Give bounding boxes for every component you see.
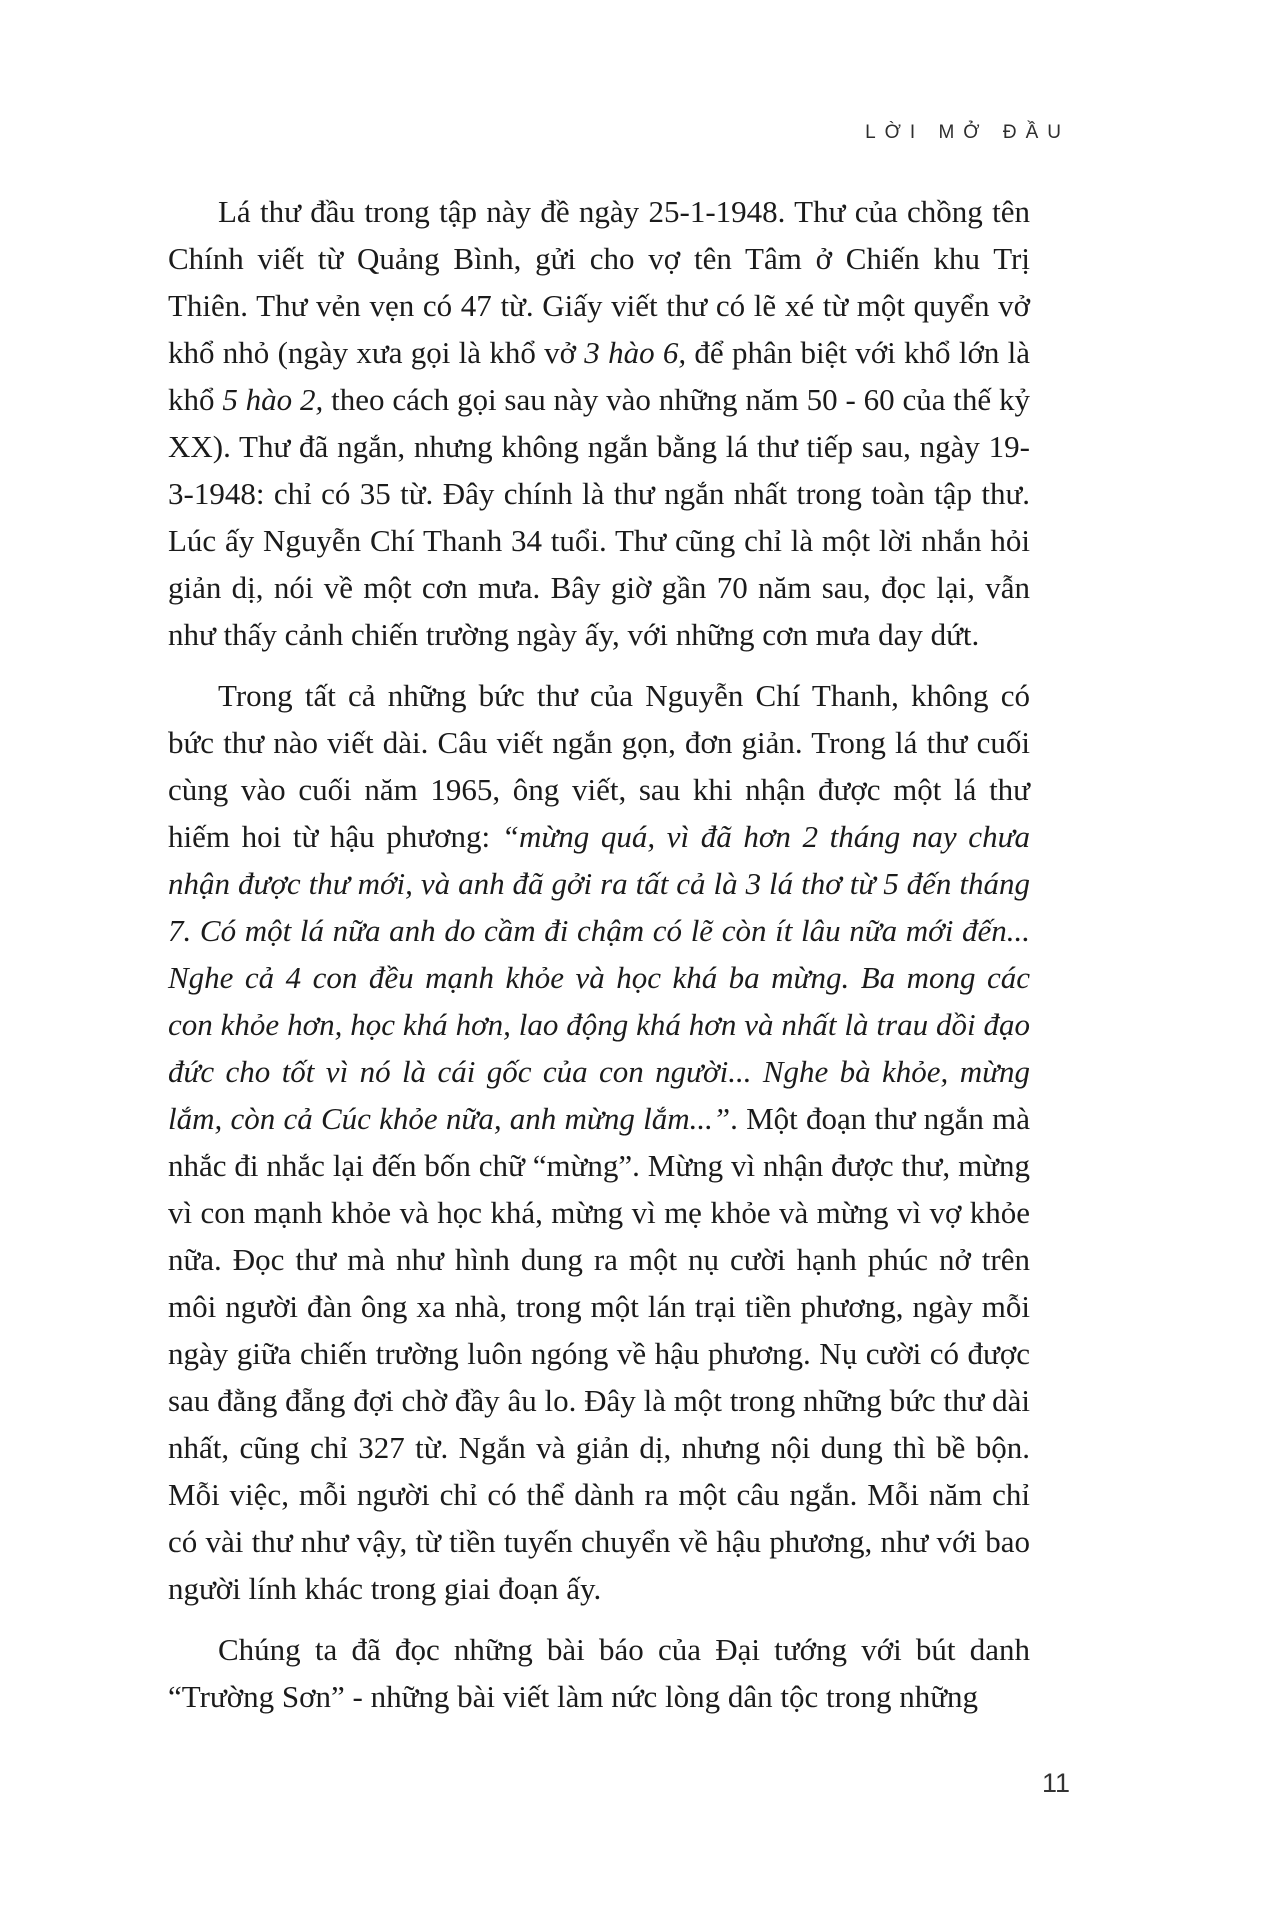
text-run-italic: 5 hào 2, bbox=[222, 382, 324, 417]
text-run-italic: “mừng quá, vì đã hơn 2 tháng nay chưa nhận được thư mới, và anh đã gởi ra tất cả là 3 lá thơ từ 5 đến tháng 7. Có một lá nữa anh do cầm đi chậm có lẽ còn ít lâu nữa mới đến... Nghe cả 4 con đều mạnh khỏe và học khá ba mừng. Ba mong các con khỏe hơn, học khá hơn, lao động khá hơn và nhất là trau dồi đạo đức cho tốt vì nó là cái gốc của con người... Nghe bà khỏe, mừng lắm, còn cả Cúc khỏe nữa, anh mừng lắm...” bbox=[168, 819, 1030, 1136]
text-run: Trong tất cả những bức thư của Nguyễn Chí Thanh, không có bức thư nào viết dài. Câu viết ngắn gọn, đơn giản. Trong lá thư cuối cùng vào cuối năm 1965, ông viết, sau khi nhận được một lá thư hiếm hoi từ hậu phương: bbox=[168, 678, 1030, 854]
running-header: LỜI MỞ ĐẦU bbox=[865, 122, 1070, 143]
text-run: Chúng ta đã đọc những bài báo của Đại tướng với bút danh “Trường Sơn” - những bài viết làm nức lòng dân tộc trong những bbox=[168, 1632, 1030, 1714]
text-run: theo cách gọi sau này vào những năm 50 - 60 của thế kỷ XX). Thư đã ngắn, nhưng không ngắn bằng lá thư tiếp sau, ngày 19-3-1948: chỉ có 35 từ. Đây chính là thư ngắn nhất trong toàn tập thư. Lúc ấy Nguyễn Chí Thanh 34 tuổi. Thư cũng chỉ là một lời nhắn hỏi giản dị, nói về một cơn mưa. Bây giờ gần 70 năm sau, đọc lại, vẫn như thấy cảnh chiến trường ngày ấy, với những cơn mưa day dứt. bbox=[168, 382, 1031, 652]
page-number: 11 bbox=[1041, 1768, 1070, 1798]
text-run-italic: 3 hào 6, bbox=[584, 335, 687, 370]
paragraph-3 bbox=[168, 1626, 1030, 1720]
paragraph-2 bbox=[168, 672, 1030, 1612]
text-run: để phân biệt với khổ lớn là khổ bbox=[168, 335, 1031, 417]
text-run: . Một đoạn thư ngắn mà nhắc đi nhắc lại đến bốn chữ “mừng”. Mừng vì nhận được thư, mừng vì con mạnh khỏe và học khá, mừng vì mẹ khỏe và mừng vì vợ khỏe nữa. Đọc thư mà như hình dung ra một nụ cười hạnh phúc nở trên môi người đàn ông xa nhà, trong một lán trại tiền phương, ngày mỗi ngày giữa chiến trường luôn ngóng về hậu phương. Nụ cười có được sau đằng đẵng đợi chờ đầy âu lo. Đây là một trong những bức thư dài nhất, cũng chỉ 327 từ. Ngắn và giản dị, nhưng nội dung thì bề bộn. Mỗi việc, mỗi người chỉ có thể dành ra một câu ngắn. Mỗi năm chỉ có vài thư như vậy, từ tiền tuyến chuyển về hậu phương, như với bao người lính khác trong giai đoạn ấy. bbox=[168, 1101, 1030, 1606]
text-run: Lá thư đầu trong tập này đề ngày 25-1-1948. Thư của chồng tên Chính viết từ Quảng Bình, gửi cho vợ tên Tâm ở Chiến khu Trị Thiên. Thư vẻn vẹn có 47 từ. Giấy viết thư có lẽ xé từ một quyển vở khổ nhỏ (ngày xưa gọi là khổ vở bbox=[168, 194, 1030, 370]
paragraph-1 bbox=[168, 188, 1030, 658]
page-body bbox=[168, 188, 1030, 1720]
